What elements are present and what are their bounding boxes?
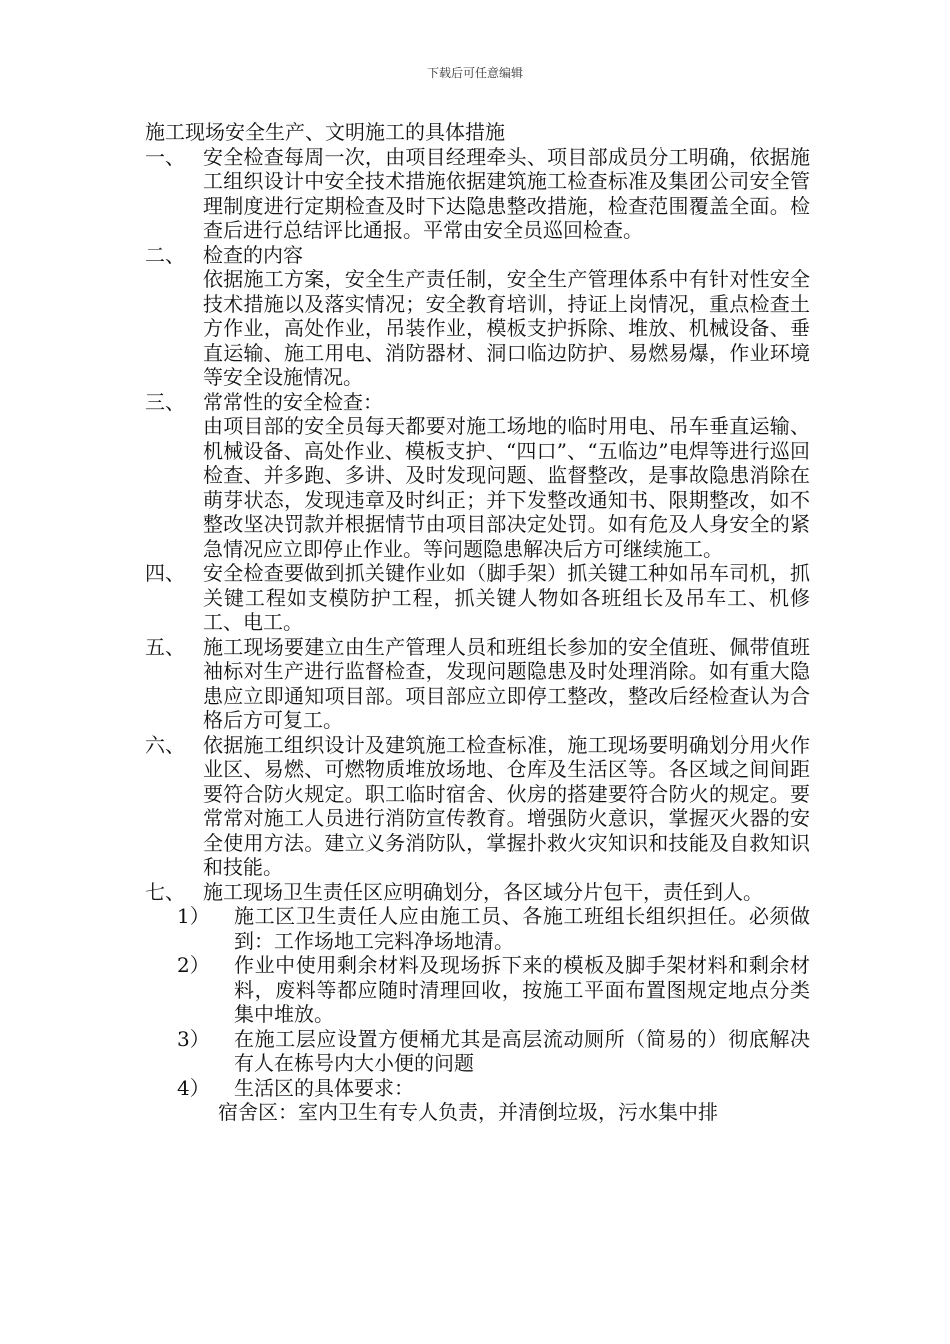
sub-item-1	[145, 904, 810, 953]
section-4	[145, 561, 810, 635]
section-body: 依据施工组织设计及建筑施工检查标准，施工现场要明确划分用火作业区、易燃、可燃物质堆放场地、仓库及生活区等。各区域之间间距要符合防火规定。职工临时宿舍、伙房的搭建要符合防火的规定。要常常对施工人员进行消防宣传教育。增强防火意识，掌握灭火器的安全使用方法。建立义务消防队，掌握扑救火灾知识和技能及自救知识和技能。	[203, 732, 810, 879]
sub-item-number: 4）	[177, 1075, 210, 1100]
section-number: 六、	[145, 732, 185, 757]
section-number: 五、	[145, 634, 185, 659]
sub-item-text: 施工区卫生责任人应由施工员、各施工班组长组织担任。必须做到：工作场地工完料净场地清。	[234, 904, 810, 953]
sub-item-3	[145, 1027, 810, 1076]
document-title: 施工现场安全生产、文明施工的具体措施	[145, 120, 505, 144]
section-body: 施工现场卫生责任区应明确划分，各区域分片包干，责任到人。	[203, 879, 763, 904]
sub-item-number: 1）	[177, 904, 210, 928]
sub-item-text: 生活区的具体要求：	[234, 1075, 414, 1100]
sub-item-4	[145, 1076, 810, 1101]
section-6	[145, 733, 810, 880]
dormitory-paragraph: 宿舍区：室内卫生有专人负责，并清倒垃圾，污水集中排	[218, 1100, 718, 1124]
section-number: 一、	[145, 144, 185, 169]
sub-item-2	[145, 953, 810, 1027]
section-number: 七、	[145, 879, 185, 904]
section-heading: 检查的内容	[203, 242, 303, 267]
section-number: 四、	[145, 561, 185, 585]
section-7	[145, 880, 810, 905]
section-body: 施工现场要建立由生产管理人员和班组长参加的安全值班、佩带值班袖标对生产进行监督检查，发现问题隐患及时处理消除。如有重大隐患应立即通知项目部。项目部应立即停工整改，整改后经检查认为合格后方可复工。	[203, 634, 810, 732]
section-heading: 常常性的安全检查：	[203, 389, 383, 414]
sub-item-number: 3）	[177, 1026, 210, 1051]
sub-item-text: 在施工层应设置方便桶尤其是高层流动厕所（简易的）彻底解决有人在栋号内大小便的问题	[234, 1026, 810, 1075]
section-5	[145, 635, 810, 733]
document-body	[145, 120, 810, 1125]
section-2	[145, 243, 810, 390]
sub-item-text: 作业中使用剩余材料及现场拆下来的模板及脚手架材料和剩余材料，废料等都应随时清理回收，按施工平面布置图规定地点分类集中堆放。	[234, 953, 810, 1026]
section-3	[145, 390, 810, 562]
section-body: 依据施工方案，安全生产责任制，安全生产管理体系中有针对性安全技术措施以及落实情况；安全教育培训，持证上岗情况，重点检查土方作业，高处作业，吊装作业，模板支护拆除、堆放、机械设备、垂直运输、施工用电、消防器材、洞口临边防护、易燃易爆，作业环境等安全设施情况。	[203, 267, 810, 389]
section-number: 三、	[145, 389, 185, 414]
section-body: 安全检查要做到抓关键作业如（脚手架）抓关键工种如吊车司机，抓关键工程如支模防护工程，抓关键人物如各班组长及吊车工、机修工、电工。	[203, 561, 810, 634]
section-body: 由项目部的安全员每天都要对施工场地的临时用电、吊车垂直运输、机械设备、高处作业、模板支护、“四口”、“五临边”电焊等进行巡回检查、并多跑、多讲、及时发现问题、监督整改，是事故隐患消除在萌芽状态，发现违章及时纠正；并下发整改通知书、限期整改，如不整改坚决罚款并根据情节由项目部决定处罚。如有危及人身安全的紧急情况应立即停止作业。等问题隐患解决后方可继续施工。	[203, 414, 810, 561]
section-1	[145, 145, 810, 243]
header-note: 下载后可任意编辑	[426, 66, 523, 80]
sub-item-number: 2）	[177, 953, 210, 977]
section-number: 二、	[145, 242, 185, 267]
section-body: 安全检查每周一次，由项目经理牵头、项目部成员分工明确，依据施工组织设计中安全技术措施依据建筑施工检查标准及集团公司安全管理制度进行定期检查及时下达隐患整改措施，检查范围覆盖全面。检查后进行总结评比通报。平常由安全员巡回检查。	[203, 144, 810, 242]
